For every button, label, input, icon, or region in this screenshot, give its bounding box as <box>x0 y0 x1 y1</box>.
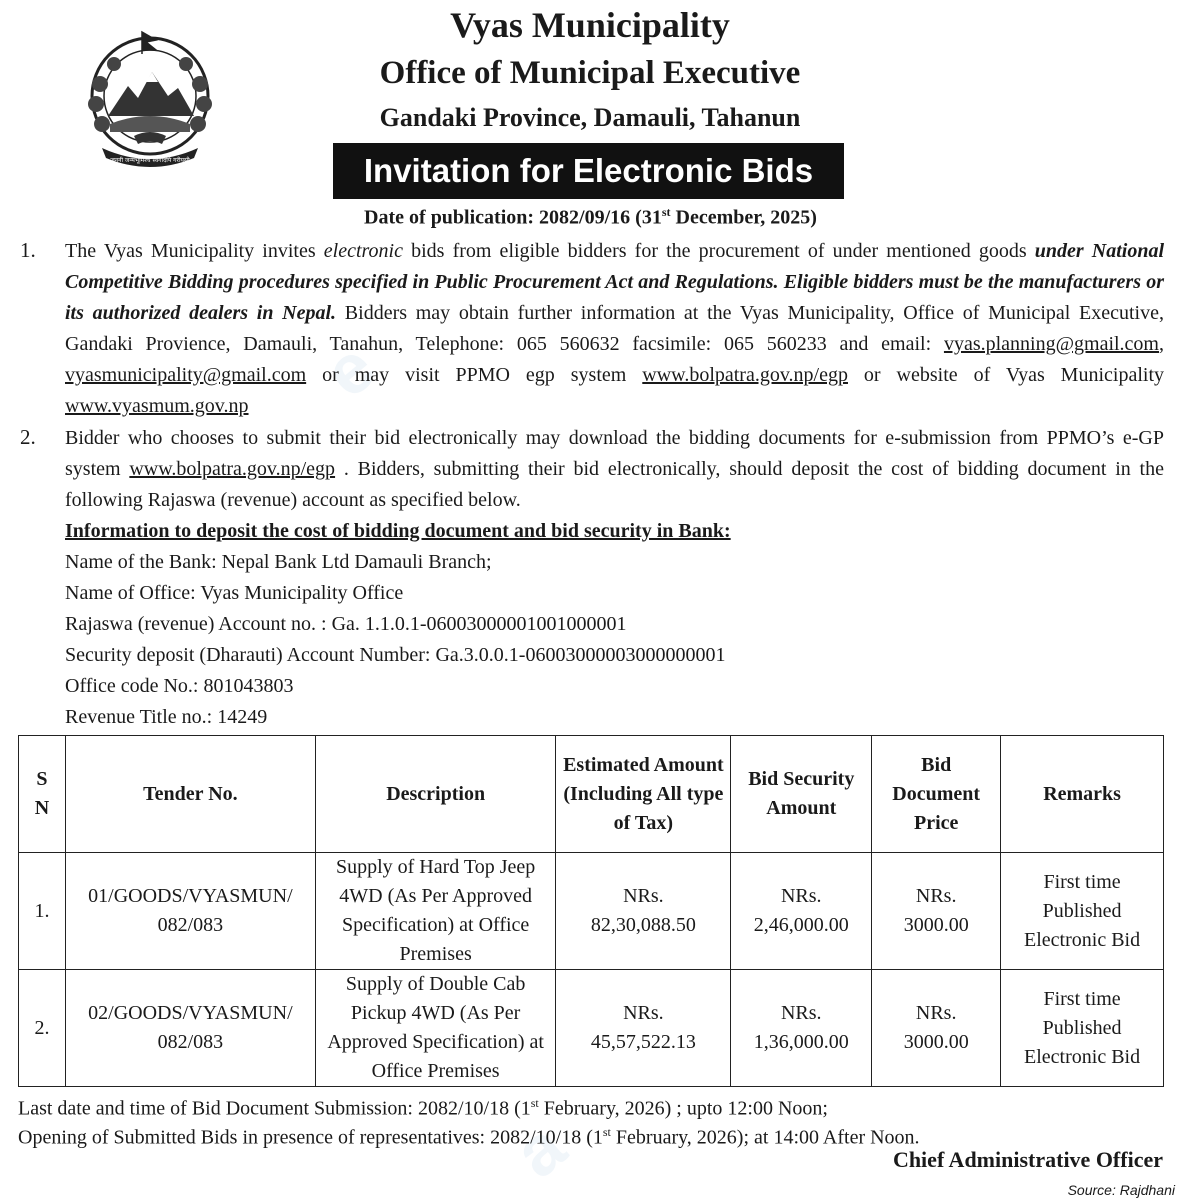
header-sn: S N <box>19 736 66 853</box>
cell-description: Supply of Double Cab Pickup 4WD (As Per Approved Specification) at Office Premises <box>315 970 556 1087</box>
cell-document-price: NRs. 3000.00 <box>872 970 1001 1087</box>
bank-name-line: Name of the Bank: Nepal Bank Ltd Damauli Branch; <box>65 551 492 573</box>
table-row <box>19 970 1164 1087</box>
office-code-line: Office code No.: 801043803 <box>65 675 294 697</box>
bank-info <box>65 516 731 733</box>
para-1: The Vyas Municipality invites electronic bids from eligible bidders for the procurement of under mentioned goods under National Competitive Bidding procedures specified in Public Procurement Act and Regulations. Eligible bidders must be the manufacturers or its authorized dealers in Nepal. Bidders may obtain further information at the Vyas Municipality, Office of Municipal Executive, Gandaki Provience, Damauli, Tanahun, Telephone: 065 560632 facsimile: 065 560233 and email: vyas.planning@gmail.com, vyasmunicipality@gmail.com or may visit PPMO egp system www.bolpatra.gov.np/egp or website of Vyas Municipality www.vyasmum.gov.np <box>65 240 1165 417</box>
emblem-motto: जननी जन्मभूमिश्च स्वर्गादपि गरीयसी <box>110 157 190 164</box>
website-link[interactable]: www.vyasmum.gov.np <box>65 395 249 417</box>
signatory: Chief Administrative Officer <box>892 1147 1163 1172</box>
cell-bid-security: NRs. 1,36,000.00 <box>731 970 872 1087</box>
table-row <box>19 853 1164 970</box>
revenue-title-line: Revenue Title no.: 14249 <box>65 706 268 728</box>
municipality-name: Vyas Municipality <box>450 5 730 45</box>
bids-table <box>18 735 1164 1087</box>
egp-link-2[interactable]: www.bolpatra.gov.np/egp <box>129 458 336 480</box>
cell-remarks: First time Published Electronic Bid <box>1001 853 1164 970</box>
office-name: Office of Municipal Executive <box>379 55 801 91</box>
para-1-number: 1. <box>20 238 36 262</box>
watermark: e <box>309 327 390 413</box>
bank-info-title: Information to deposit the cost of bidding document and bid security in Bank: <box>65 520 731 542</box>
watermark: a <box>499 1107 580 1193</box>
office-name-line: Name of Office: Vyas Municipality Office <box>65 582 404 604</box>
egp-link[interactable]: www.bolpatra.gov.np/egp <box>642 364 848 386</box>
title-banner: Invitation for Electronic Bids <box>333 143 844 199</box>
cell-tender: 02/GOODS/VYASMUN/ 082/083 <box>65 970 315 1087</box>
header-estimated-amount: Estimated Amount (Including All type of Tax) <box>556 736 731 853</box>
cell-sn: 2. <box>19 970 66 1087</box>
publication-date: Date of publication: 2082/09/16 (31st December, 2025) <box>364 205 817 229</box>
cell-remarks: First time Published Electronic Bid <box>1001 970 1164 1087</box>
cell-description: Supply of Hard Top Jeep 4WD (As Per Approved Specification) at Office Premises <box>315 853 556 970</box>
opening-date: Opening of Submitted Bids in presence of representatives: 2082/10/18 (1st February, 2026); at 14:00 After Noon. <box>18 1125 920 1149</box>
para-2: Bidder who chooses to submit their bid electronically may download the bidding documents for e-submission from PPMO’s e-GP system www.bolpatra.gov.np/egp . Bidders, submitting their bid electronically, should deposit the cost of bidding document in the following Rajaswa (revenue) account as specified below. <box>65 427 1164 511</box>
email-link-municipality[interactable]: vyasmunicipality@gmail.com <box>65 364 307 386</box>
submission-deadline: Last date and time of Bid Document Submission: 2082/10/18 (1st February, 2026) ; upto 12:00 Noon; <box>18 1096 828 1120</box>
table-header-row <box>19 736 1164 853</box>
cell-bid-security: NRs. 2,46,000.00 <box>731 853 872 970</box>
revenue-account-line: Rajaswa (revenue) Account no. : Ga. 1.1.0.1-06003000001001000001 <box>65 613 627 635</box>
cell-sn: 1. <box>19 853 66 970</box>
email-link-planning[interactable]: vyas.planning@gmail.com <box>943 333 1159 355</box>
location: Gandaki Province, Damauli, Tahanun <box>379 103 801 132</box>
header-document-price: Bid Document Price <box>872 736 1001 853</box>
cell-tender: 01/GOODS/VYASMUN/ 082/083 <box>65 853 315 970</box>
source-credit: Source: Rajdhani <box>1067 1182 1175 1198</box>
cell-estimated-amount: NRs. 45,57,522.13 <box>556 970 731 1087</box>
para-2-number: 2. <box>20 425 36 449</box>
cell-estimated-amount: NRs. 82,30,088.50 <box>556 853 731 970</box>
header-tender: Tender No. <box>65 736 315 853</box>
header-remarks: Remarks <box>1001 736 1164 853</box>
header-description: Description <box>315 736 556 853</box>
cell-document-price: NRs. 3000.00 <box>872 853 1001 970</box>
nepal-emblem <box>76 24 224 172</box>
security-account-line: Security deposit (Dharauti) Account Number: Ga.3.0.0.1-06003000003000000001 <box>65 644 726 666</box>
header-bid-security: Bid Security Amount <box>731 736 872 853</box>
